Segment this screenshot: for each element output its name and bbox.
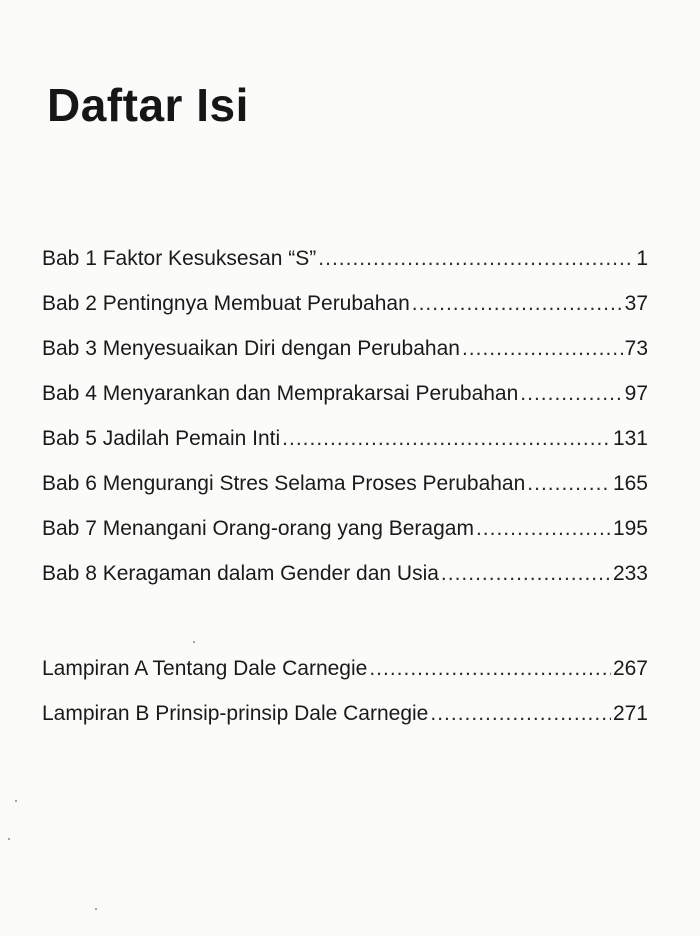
dot-leader: [462, 326, 623, 371]
toc-entry-bab-4: [42, 371, 648, 416]
toc-entry-bab-6: [42, 461, 648, 506]
paper-speck: [95, 908, 97, 910]
dot-leader: [318, 236, 634, 281]
dot-leader: [520, 371, 622, 416]
toc-entry-bab-5: [42, 416, 648, 461]
toc-entry-bab-7: [42, 506, 648, 551]
toc-entry-label: Bab 5 Jadilah Pemain Inti: [42, 427, 281, 450]
paper-speck: [8, 838, 10, 840]
toc-entry-page: 267: [612, 657, 648, 680]
toc-entry-label: Bab 2 Pentingnya Membuat Perubahan: [42, 292, 410, 315]
toc-entry-bab-3: [42, 326, 648, 371]
paper-speck: [193, 641, 195, 643]
toc-entry-page: 195: [612, 517, 648, 540]
toc-entry-page: 73: [624, 337, 648, 360]
dot-leader: [476, 506, 611, 551]
dot-leader: [282, 416, 611, 461]
dot-leader: [430, 691, 611, 736]
toc-entry-label: Bab 4 Menyarankan dan Memprakarsai Perubahan: [42, 382, 519, 405]
dot-leader: [369, 646, 611, 691]
toc-entry-lampiran-a: [42, 646, 648, 691]
toc-entry-page: 271: [612, 702, 648, 725]
dot-leader: [441, 551, 611, 596]
toc-entry-label: Bab 1 Faktor Kesuksesan “S”: [42, 247, 317, 270]
toc-entry-label: Bab 7 Menangani Orang-orang yang Beragam: [42, 517, 474, 540]
toc-entry-label: Lampiran B Prinsip-prinsip Dale Carnegie: [42, 702, 429, 725]
toc-entry-label: Bab 8 Keragaman dalam Gender dan Usia: [42, 562, 439, 585]
toc-entry-page: 1: [636, 247, 648, 270]
toc-entry-label: Lampiran A Tentang Dale Carnegie: [42, 657, 368, 680]
toc-entry-page: 131: [612, 427, 648, 450]
toc-entry-lampiran-b: [42, 691, 648, 736]
toc-entry-label: Bab 6 Mengurangi Stres Selama Proses Perubahan: [42, 472, 526, 495]
toc-entry-label: Bab 3 Menyesuaikan Diri dengan Perubahan: [42, 337, 460, 360]
toc-entry-page: 97: [624, 382, 648, 405]
toc-entry-page: 165: [612, 472, 648, 495]
toc-entry-bab-2: [42, 281, 648, 326]
dot-leader: [412, 281, 623, 326]
toc-entry-bab-1: [42, 236, 648, 281]
paper-speck: [15, 800, 17, 802]
toc-entry-page: 233: [612, 562, 648, 585]
toc-entry-page: 37: [624, 292, 648, 315]
appendix-list: [42, 646, 648, 736]
dot-leader: [527, 461, 611, 506]
page-title: Daftar Isi: [47, 79, 249, 131]
chapter-list: [42, 236, 648, 596]
toc-entry-bab-8: [42, 551, 648, 596]
